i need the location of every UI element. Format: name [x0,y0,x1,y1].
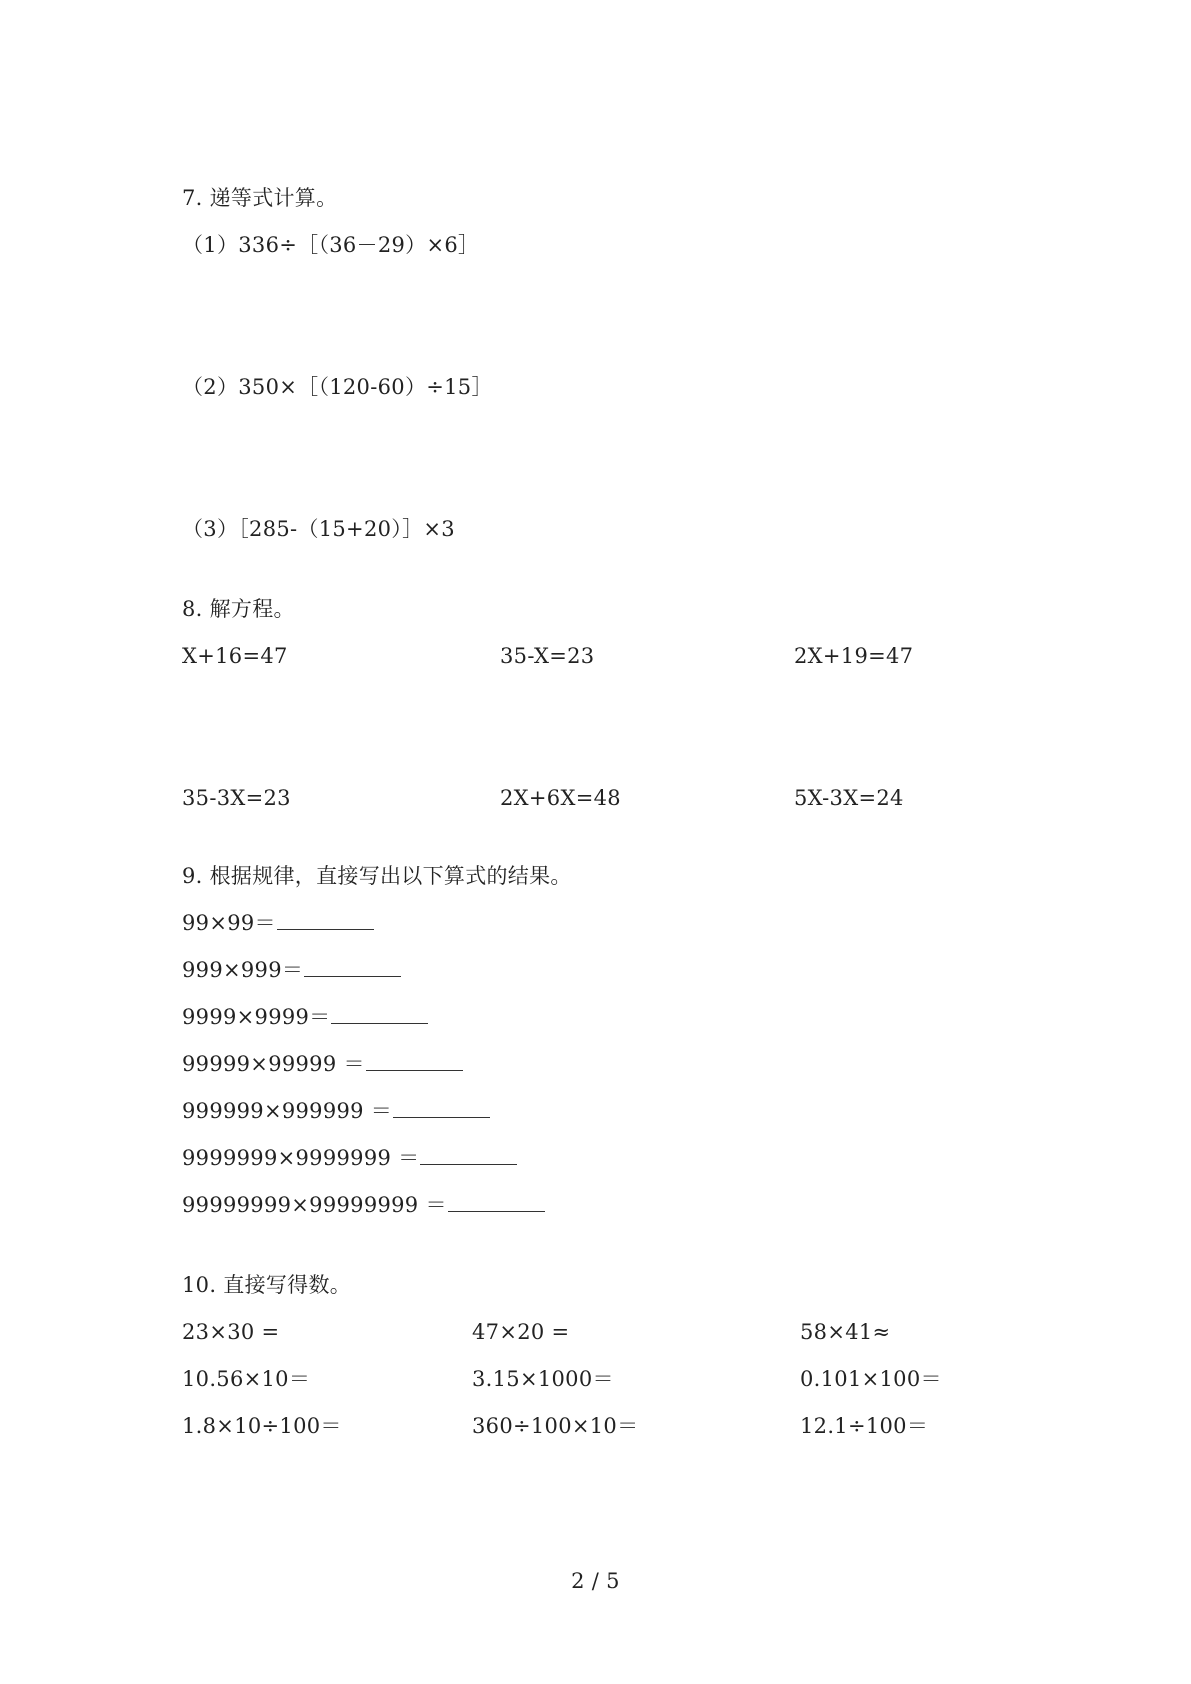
q10-expression: 12.1÷100＝ [800,1414,929,1438]
q10-expression: 360÷100×10＝ [472,1414,639,1438]
q10-expression: 23×30 = [182,1320,280,1344]
q7-item-3: （3）［285-（15+20）］×3 [182,517,455,541]
q10-expression: 10.56×10＝ [182,1367,311,1391]
q8-equation: 35-3X=23 [182,786,291,810]
answer-blank[interactable] [448,1193,545,1212]
q9-item [182,1050,463,1078]
q8-equation: 35-X=23 [500,644,595,668]
answer-blank[interactable] [420,1146,517,1165]
q7-title: 7. 递等式计算。 [182,186,338,210]
q10-title: 10. 直接写得数。 [182,1273,352,1297]
q10-expression: 3.15×1000＝ [472,1367,614,1391]
q9-item [182,1003,428,1031]
q9-item [182,909,374,937]
q8-title: 8. 解方程。 [182,597,295,621]
q7-item-2: （2）350×［（120-60）÷15］ [182,375,493,399]
q9-expression: 999999×999999 ＝ [182,1099,393,1123]
q8-equation: 5X-3X=24 [794,786,904,810]
q8-equation: 2X+19=47 [794,644,914,668]
q9-expression: 99999999×99999999 ＝ [182,1193,447,1217]
q10-expression: 47×20 = [472,1320,570,1344]
q9-item [182,956,401,984]
answer-blank[interactable] [304,958,401,977]
q9-expression: 99999×99999 ＝ [182,1052,365,1076]
answer-blank[interactable] [366,1052,463,1071]
q7-item-1: （1）336÷［（36－29）×6］ [182,233,480,257]
q9-item [182,1191,545,1219]
answer-blank[interactable] [277,911,374,930]
q9-expression: 999×999＝ [182,958,304,982]
answer-blank[interactable] [331,1005,428,1024]
q8-equation: X+16=47 [182,644,288,668]
q8-equation: 2X+6X=48 [500,786,621,810]
page-number: 2 / 5 [571,1569,620,1593]
q10-expression: 58×41≈ [800,1320,891,1344]
q9-expression: 9999999×9999999 ＝ [182,1146,420,1170]
q10-expression: 0.101×100＝ [800,1367,942,1391]
q9-title: 9. 根据规律，直接写出以下算式的结果。 [182,864,572,888]
q9-item [182,1144,517,1172]
q9-item [182,1097,490,1125]
q9-expression: 99×99＝ [182,911,276,935]
q10-expression: 1.8×10÷100＝ [182,1414,342,1438]
answer-blank[interactable] [393,1099,490,1118]
q9-expression: 9999×9999＝ [182,1005,331,1029]
